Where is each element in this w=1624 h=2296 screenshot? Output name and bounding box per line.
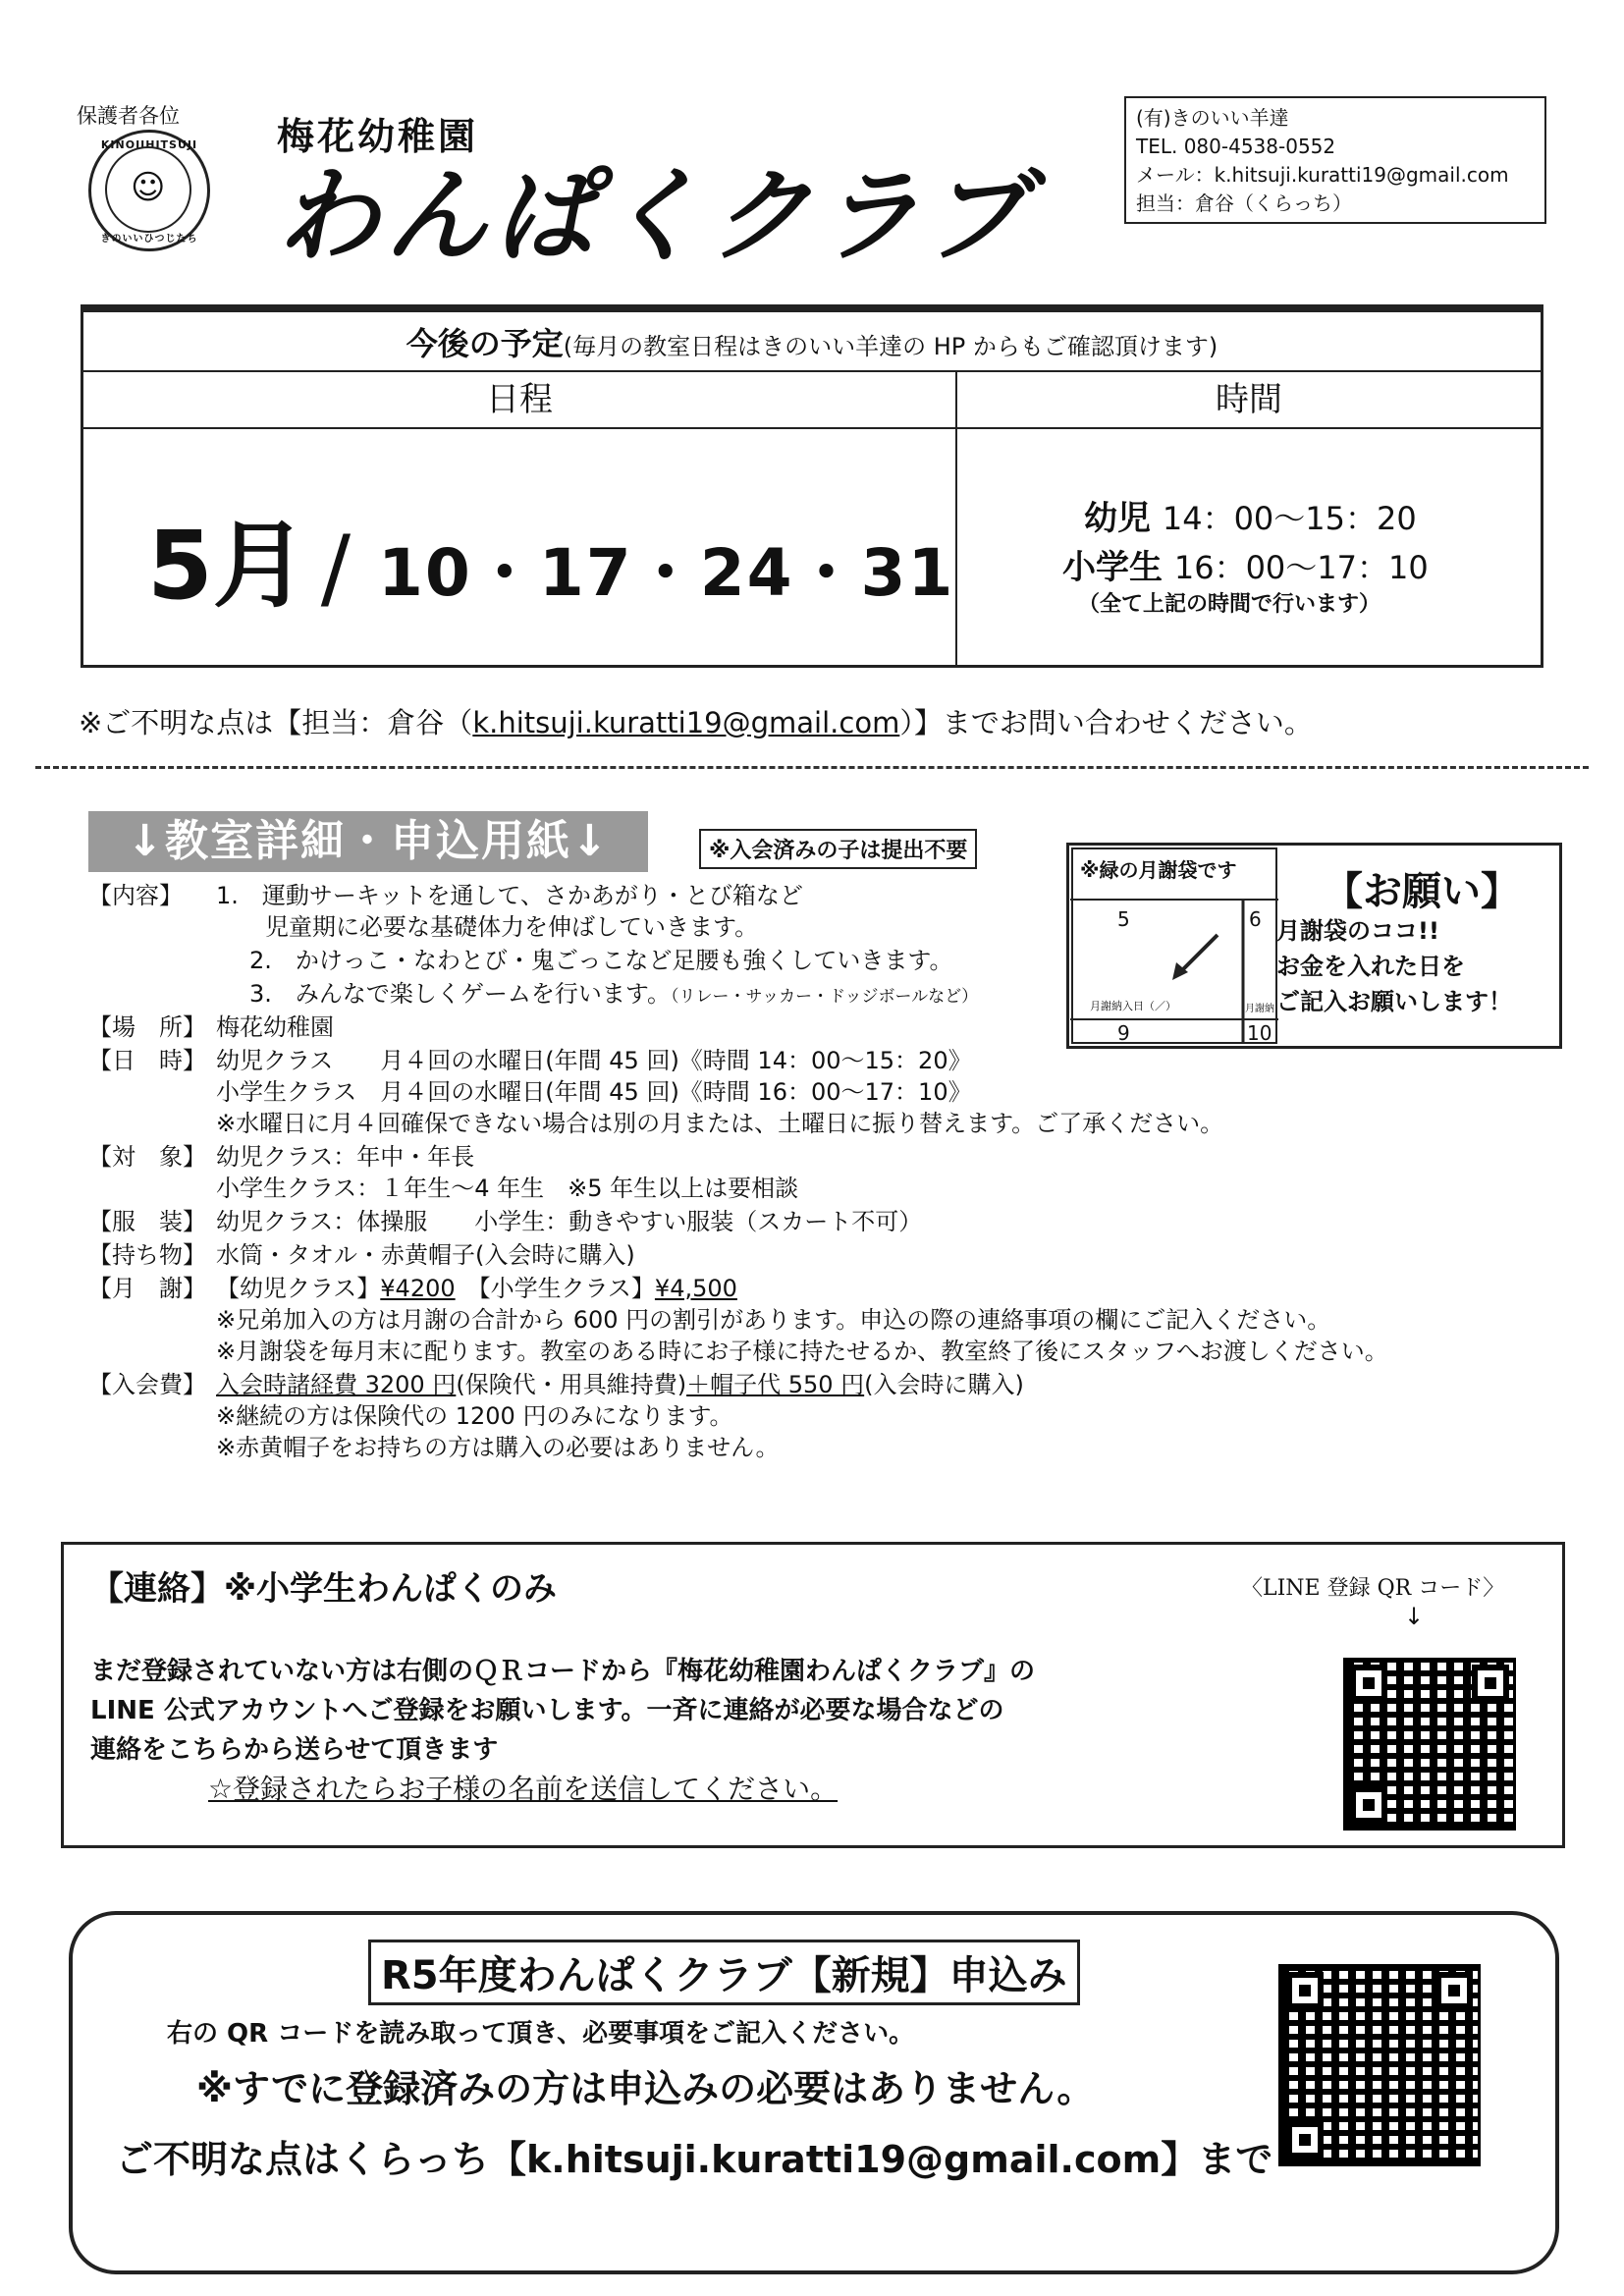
date-note: ※水曜日に月４回確保できない場合は別の月または、土曜日に振り替えます。ご了承ください。: [216, 1110, 1224, 1137]
inquiry-email[interactable]: k.hitsuji.kuratti19@gmail.com: [472, 706, 900, 739]
place-label: 【場 所】: [88, 1013, 206, 1041]
line-qr-code[interactable]: [1343, 1658, 1516, 1831]
contact-tel: TEL. 080-4538-0552: [1136, 135, 1336, 158]
contact-company: (有)きのいい羊達: [1136, 106, 1289, 130]
onegai-line-2: お金を入れた日を: [1276, 953, 1465, 980]
place-value: 梅花幼稚園: [216, 1013, 334, 1041]
exempt-note: ※入会済みの子は提出不要: [699, 829, 977, 869]
target-label: 【対 象】: [88, 1143, 206, 1171]
kids-label: 幼児: [1084, 499, 1151, 538]
join-b: ＋帽子代 550 円: [686, 1371, 865, 1398]
date-kids: 幼児クラス 月４回の水曜日(年間 45 回)《時間 14：00～15：20》: [216, 1047, 972, 1074]
target-kids: 幼児クラス：年中・年長: [216, 1143, 475, 1171]
clothes-value: 幼児クラス：体操服 小学生：動きやすい服装（スカート不可）: [216, 1208, 923, 1235]
envelope-field-value: ／: [1155, 1000, 1165, 1012]
date-line-kids: [88, 1045, 972, 1076]
kids-time: 14：00～15：20: [1162, 500, 1417, 537]
apply-line-3: ご不明な点はくらっち【k.hitsuji.kuratti19@gmail.com】まで: [116, 2138, 1273, 2181]
fee-elem: ¥4,500: [654, 1275, 737, 1302]
envelope-num-10: 10: [1247, 1021, 1272, 1045]
fee-elem-label: 【小学生クラス】: [478, 1275, 655, 1302]
schedule-heading-note: (毎月の教室日程はきのいい羊達の HP からもご確認頂けます): [563, 333, 1218, 360]
line-qr-label: 〈LINE 登録 QR コード〉: [1241, 1576, 1505, 1601]
content-line-3: [88, 978, 978, 1012]
date-label: 【日 時】: [88, 1047, 206, 1074]
contact-mail: メール：k.hitsuji.kuratti19@gmail.com: [1136, 163, 1509, 187]
content-line-1: [88, 880, 803, 911]
schedule-dates: 10・17・24・31: [378, 535, 955, 611]
content-line-1b: 児童期に必要な基礎体力を伸ばしていきます。: [265, 913, 759, 941]
schedule-heading: 今後の予定: [406, 325, 564, 362]
fee-note-2: ※月謝袋を毎月末に配ります。教室のある時にお子様に持たせるか、教室終了後にスタッフへお渡しください。: [216, 1338, 1388, 1365]
month-slash: /: [320, 517, 352, 620]
recipients: 保護者各位: [77, 104, 180, 128]
fee-kids-label: 【幼児クラス】: [216, 1275, 381, 1302]
cut-line: [35, 766, 1589, 769]
sheep-face-icon: ☺: [131, 168, 166, 207]
envelope-num-6: 6: [1249, 907, 1262, 931]
target-line-elem: 小学生クラス：１年生～4 年生 ※5 年生以上は要相談: [216, 1175, 799, 1202]
apply-title: R5年度わんぱくクラブ【新規】申込み: [368, 1940, 1080, 2005]
renraku-line-3: 連絡をこちらから送らせて頂きます: [90, 1735, 499, 1765]
col-date-header: 日程: [486, 380, 553, 419]
month-text: 5月: [147, 511, 307, 621]
apply-line-1: 右の QR コードを読み取って頂き、必要事項をご記入ください。: [167, 2019, 915, 2049]
seal-text: KINOIIHITSUJI: [100, 138, 198, 151]
join-a-note: (保険代・用具維持費): [456, 1371, 687, 1398]
onegai-line-3: ご記入お願いします！: [1276, 988, 1512, 1015]
col-time-header: 時間: [1216, 380, 1282, 419]
renraku-line-1: まだ登録されていない方は右側のＱＲコードから『梅花幼稚園わんぱくクラブ』の: [90, 1657, 1036, 1686]
renraku-body: [90, 1652, 1035, 1770]
renraku-title: 【連絡】※小学生わんぱくのみ: [90, 1569, 558, 1609]
renraku-note-text: ☆登録されたらお子様の名前を送信してください。: [208, 1773, 839, 1805]
schedule-month: [147, 491, 351, 626]
target-line-kids: [88, 1141, 474, 1173]
contact-person: 担当：倉谷（くらっち）: [1136, 191, 1352, 215]
envelope-caption: ※緑の月謝袋です: [1080, 858, 1237, 882]
join-note-2: ※赤黄帽子をお持ちの方は購入の必要はありません。: [216, 1434, 780, 1461]
date-line-elem: 小学生クラス 月４回の水曜日(年間 45 回)《時間 16：00～17：10》: [216, 1078, 972, 1106]
items-line: [88, 1239, 635, 1271]
apply-line-2: ※すでに登録済みの方は申込みの必要はありません。: [196, 2067, 1095, 2110]
onegai-text: [1276, 913, 1512, 1019]
inquiry-suffix: ）】までお問い合わせください。: [899, 706, 1313, 739]
inquiry-line: [79, 701, 1313, 741]
onegai-line-1: 月謝袋のココ!!: [1276, 917, 1439, 945]
time-note: （全て上記の時間で行います）: [1078, 592, 1381, 617]
place-line: [88, 1011, 334, 1043]
onegai-title: 【お願い】: [1324, 869, 1520, 914]
envelope-illustration: [1070, 847, 1278, 1045]
inquiry-prefix: ※ご不明な点は【担当：倉谷（: [79, 706, 473, 739]
join-note-1: ※継続の方は保険代の 1200 円のみになります。: [216, 1402, 733, 1430]
join-label: 【入会費】: [88, 1371, 206, 1398]
content-1a: 1. 運動サーキットを通して、さかあがり・とび箱など: [216, 882, 803, 909]
fee-kids: ¥4200: [380, 1275, 456, 1302]
content-3-note: （リレー・サッカー・ドッジボールなど）: [670, 987, 979, 1007]
elem-time-line: [1062, 540, 1429, 588]
contact-box: [1124, 96, 1546, 224]
club-title: わんぱくクラブ: [277, 156, 1034, 276]
envelope-field-side: 月謝納: [1245, 1004, 1274, 1014]
elem-label: 小学生: [1062, 548, 1163, 587]
fee-note-1: ※兄弟加入の方は月謝の合計から 600 円の割引があります。申込の際の連絡事項の欄にご記入ください。: [216, 1306, 1331, 1334]
elem-time: 16：00～17：10: [1173, 549, 1429, 586]
join-a: 入会時諸経費 3200 円: [216, 1371, 457, 1398]
items-value: 水筒・タオル・赤黄帽子(入会時に購入): [216, 1241, 635, 1269]
envelope-num-5: 5: [1117, 907, 1130, 931]
kindergarten-name: 梅花幼稚園: [277, 115, 479, 158]
join-b-note: (入会時に購入): [864, 1371, 1024, 1398]
renraku-line-2: LINE 公式アカウントへご登録をお願いします。一斉に連絡が必要な場合などの: [90, 1696, 1004, 1725]
clothes-label: 【服 装】: [88, 1208, 206, 1235]
seal-text-bottom: きのいいひつじたち: [100, 234, 198, 245]
envelope-num-9: 9: [1117, 1021, 1130, 1045]
fee-label: 【月 謝】: [88, 1275, 206, 1302]
content-label: 【内容】: [88, 882, 183, 909]
content-3: 3. みんなで楽しくゲームを行います。: [249, 980, 671, 1008]
kids-time-line: [1084, 491, 1417, 539]
qr-arrow: ↓: [1404, 1603, 1425, 1630]
fee-line: [88, 1273, 737, 1304]
content-line-2: 2. かけっこ・なわとび・鬼ごっこなど足腰も強くしていきます。: [249, 947, 953, 974]
apply-qr-code[interactable]: [1278, 1964, 1481, 2166]
envelope-field: 月謝納入日（／）: [1090, 1000, 1176, 1012]
clothes-line: [88, 1206, 922, 1237]
details-banner: ↓教室詳細・申込用紙↓: [88, 811, 648, 872]
join-line: [88, 1369, 1024, 1400]
renraku-note: [208, 1768, 838, 1807]
envelope-field-label: 月謝納入日: [1090, 1000, 1144, 1012]
schedule-heading-row: [83, 317, 1541, 372]
items-label: 【持ち物】: [88, 1241, 206, 1269]
club-seal-logo: [88, 130, 210, 251]
